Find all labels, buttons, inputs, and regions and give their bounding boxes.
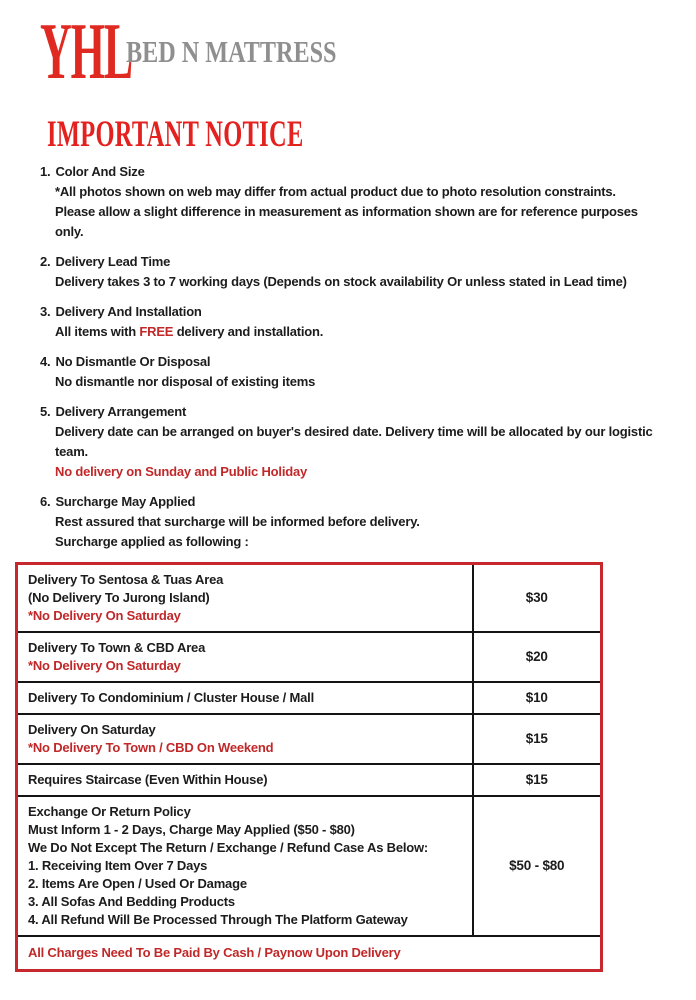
- notice-item-heading: [40, 252, 680, 272]
- notice-line: [40, 372, 680, 392]
- surcharge-text: Delivery On Saturday: [28, 722, 156, 737]
- notice-item-heading: [40, 352, 680, 372]
- notice-item: [40, 402, 680, 482]
- surcharge-note-red: *No Delivery To Town / CBD On Weekend: [28, 740, 274, 755]
- notice-text: All items with: [55, 324, 140, 339]
- notice-item: [40, 162, 680, 242]
- surcharge-price-cell: $20: [473, 632, 602, 682]
- table-row: [17, 632, 602, 682]
- surcharge-text: (No Delivery To Jurong Island): [28, 590, 210, 605]
- notice-item-number: 6.: [40, 494, 51, 509]
- surcharge-price-cell: $15: [473, 764, 602, 796]
- table-row: [17, 714, 602, 764]
- notice-text: Surcharge applied as following :: [55, 534, 249, 549]
- notice-text: Rest assured that surcharge will be informed before delivery.: [55, 514, 420, 529]
- notice-item: [40, 352, 680, 392]
- notice-text-red: FREE: [139, 324, 174, 339]
- table-row: [17, 796, 602, 936]
- surcharge-text: We Do Not Except The Return / Exchange / Refund Case As Below:: [28, 840, 429, 855]
- payment-note: All Charges Need To Be Paid By Cash / Paynow Upon Delivery: [17, 936, 602, 971]
- notice-text: only.: [55, 224, 84, 239]
- surcharge-description-cell: [17, 564, 473, 633]
- surcharge-price-cell: $15: [473, 714, 602, 764]
- table-row: [17, 564, 602, 633]
- notice-text: delivery and installation.: [173, 324, 324, 339]
- notice-text: Please allow a slight difference in measurement as information shown are for reference purposes: [55, 204, 638, 219]
- surcharge-text: Delivery To Town & CBD Area: [28, 640, 206, 655]
- surcharge-text: Must Inform 1 - 2 Days, Charge May Applied ($50 - $80): [28, 822, 355, 837]
- surcharge-text: 4. All Refund Will Be Processed Through The Platform Gateway: [28, 912, 408, 927]
- notice-list: [40, 162, 680, 552]
- notice-line: [40, 512, 680, 532]
- notice-item-heading: [40, 402, 680, 422]
- surcharge-text: Delivery To Sentosa & Tuas Area: [28, 572, 224, 587]
- notice-line: [40, 322, 680, 342]
- notice-item: [40, 252, 680, 292]
- document-header: [0, 0, 696, 162]
- surcharge-text: Requires Staircase (Even Within House): [28, 772, 268, 787]
- notice-item-title: Color And Size: [55, 164, 145, 179]
- notice-line: [40, 202, 680, 222]
- notice-text: *All photos shown on web may differ from actual product due to photo resolution constraints.: [55, 184, 616, 199]
- surcharge-text: Exchange Or Return Policy: [28, 804, 191, 819]
- surcharge-note-red: *No Delivery On Saturday: [28, 608, 181, 623]
- notice-item-title: Delivery Lead Time: [55, 254, 171, 269]
- notice-item-heading: [40, 162, 680, 182]
- notice-text: Delivery takes 3 to 7 working days (Depends on stock availability Or unless stated in Lead time): [55, 274, 627, 289]
- notice-line: [40, 442, 680, 462]
- surcharge-table-body: [17, 564, 602, 937]
- logo-acronym: YHL: [40, 8, 133, 96]
- notice-item-title: No Dismantle Or Disposal: [55, 354, 211, 369]
- notice-item-title: Delivery Arrangement: [55, 404, 187, 419]
- notice-text: Delivery date can be arranged on buyer's desired date. Delivery time will be allocated by our logistic: [55, 424, 653, 439]
- notice-item-number: 3.: [40, 304, 51, 319]
- logo-name: BED N MATTRESS: [126, 34, 337, 69]
- surcharge-text: Delivery To Condominium / Cluster House / Mall: [28, 690, 314, 705]
- surcharge-price-cell: $50 - $80: [473, 796, 602, 936]
- surcharge-table: [15, 562, 603, 972]
- notice-text: No dismantle nor disposal of existing items: [55, 374, 316, 389]
- table-row: [17, 764, 602, 796]
- table-row: [17, 682, 602, 714]
- notice-line: [40, 462, 680, 482]
- notice-text: team.: [55, 444, 88, 459]
- table-footer-row: [17, 936, 602, 971]
- notice-item-number: 2.: [40, 254, 51, 269]
- notice-item: [40, 302, 680, 342]
- notice-item-number: 5.: [40, 404, 51, 419]
- surcharge-price-cell: $10: [473, 682, 602, 714]
- surcharge-text: 1. Receiving Item Over 7 Days: [28, 858, 208, 873]
- surcharge-description-cell: [17, 796, 473, 936]
- notice-line: [40, 272, 680, 292]
- notice-line: [40, 532, 680, 552]
- notice-item-title: Surcharge May Applied: [55, 494, 196, 509]
- surcharge-price-cell: $30: [473, 564, 602, 633]
- notice-line: [40, 182, 680, 202]
- notice-text-red: No delivery on Sunday and Public Holiday: [55, 464, 308, 479]
- surcharge-text: 2. Items Are Open / Used Or Damage: [28, 876, 247, 891]
- notice-item-number: 1.: [40, 164, 51, 179]
- notice-line: [40, 422, 680, 442]
- surcharge-text: 3. All Sofas And Bedding Products: [28, 894, 235, 909]
- page-title: IMPORTANT NOTICE: [47, 114, 304, 155]
- surcharge-description-cell: [17, 714, 473, 764]
- notice-item-heading: [40, 492, 680, 512]
- notice-line: [40, 222, 680, 242]
- surcharge-note-red: *No Delivery On Saturday: [28, 658, 181, 673]
- notice-item-heading: [40, 302, 680, 322]
- notice-item-number: 4.: [40, 354, 51, 369]
- surcharge-description-cell: [17, 632, 473, 682]
- surcharge-description-cell: [17, 682, 473, 714]
- notice-item-title: Delivery And Installation: [55, 304, 202, 319]
- notice-item: [40, 492, 680, 552]
- surcharge-description-cell: [17, 764, 473, 796]
